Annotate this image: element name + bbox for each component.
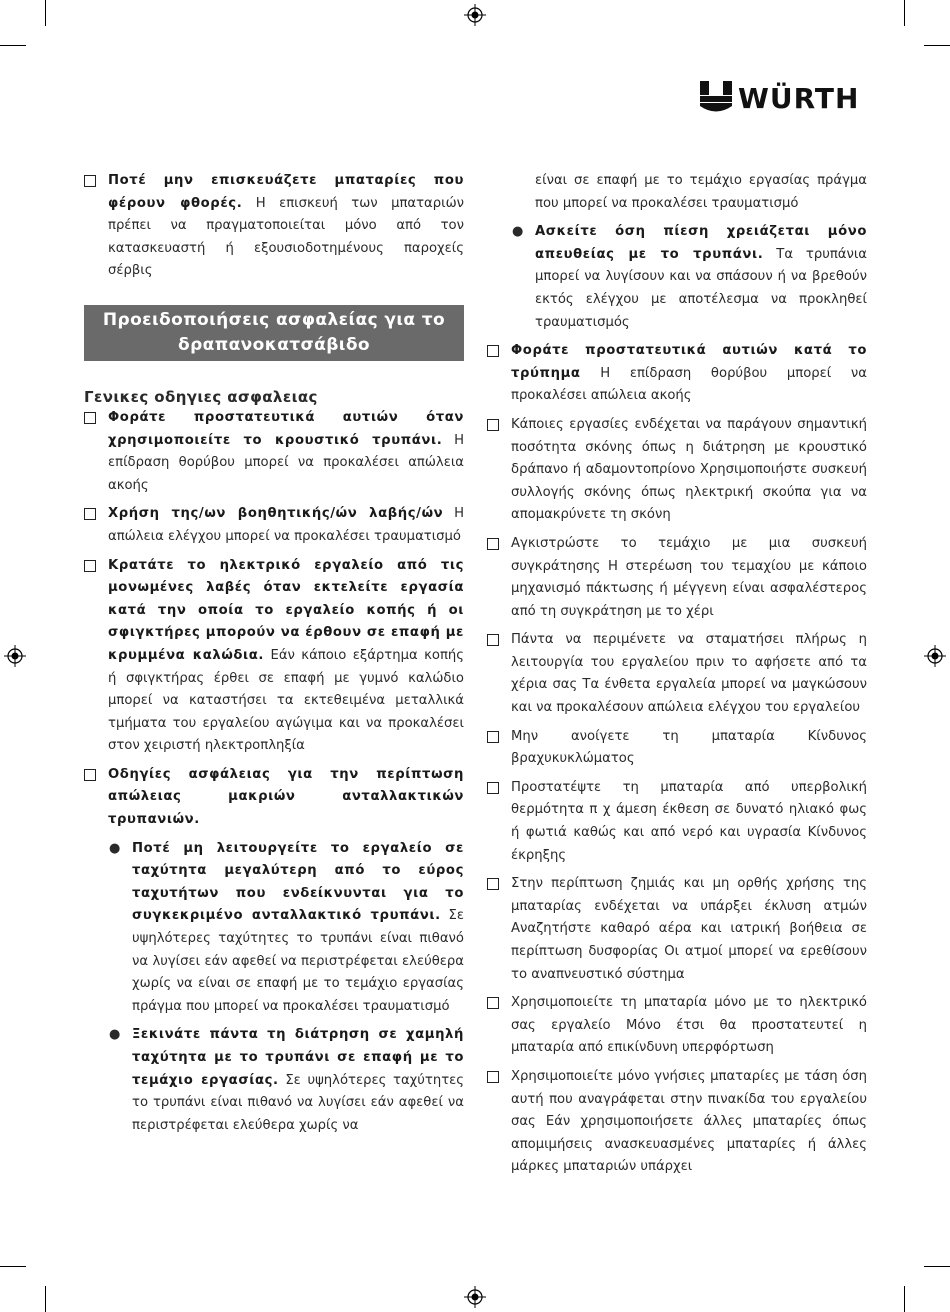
checkbox-icon <box>487 731 499 743</box>
item-bold-text: Ποτέ μην επισκευάζετε μπαταρίες που φέρουν φθορές. <box>108 173 464 211</box>
checkbox-icon <box>84 175 96 187</box>
item-text: Η επισκευή των μπαταριών πρέπει να πραγματοποιείται μόνο από τον κατασκευαστή ή εξουσιοδοτημένους παροχείς σέρβις <box>108 195 464 279</box>
list-item <box>84 503 464 548</box>
item-text: Αγκιστρώστε το τεμάχιο με μια συσκευή συγκράτησης Η στερέωση του τεμαχίου με κάποιο μηχανισμό πάκτωσης ή μέγγενη είναι ασφαλέστερος από τη συγκράτηση με το χέρι <box>511 535 867 619</box>
crop-mark <box>45 1286 46 1312</box>
list-item <box>487 533 867 623</box>
checkbox-icon <box>84 560 96 572</box>
item-bold-text: Φοράτε προστατευτικά αυτιών κατά το τρύπημα <box>511 343 867 381</box>
bullet-icon: ● <box>512 224 524 240</box>
list-item <box>487 1066 867 1179</box>
bullet-item <box>84 838 464 1019</box>
item-text: Κάποιες εργασίες ενδέχεται να παράγουν σημαντική ποσότητα σκόνης όπως η διάτρηση με κρουστικό δράπανο ή αδαμοντοπρίονο Χρησιμοποιήστε συσκευή συλλογής σκόνης όπως ηλεκτρική σκούπα για να απομακρύνετε τη σκόνη <box>511 416 867 523</box>
list-item <box>84 407 464 497</box>
left-column <box>84 170 464 1143</box>
registration-mark-icon <box>464 4 486 26</box>
item-text: Προστατέψτε τη μπαταρία από υπερβολική θερμότητα π χ άμεση έκθεση σε δυνατό ηλιακό φως ή φωτιά καθώς και από νερό και υγρασία Κίνδυνος έκρηξης <box>511 779 867 863</box>
crop-mark <box>904 0 905 26</box>
item-bold-text: Ποτέ μη λειτουργείτε το εργαλείο σε ταχύτητα μεγαλύτερη από το εύρος ταχυτήτων που ενδείκνυνται για το συγκεκριμένο ανταλλακτικό τρυπάνι. <box>132 840 464 924</box>
crop-mark <box>0 45 26 46</box>
crop-mark <box>45 0 46 26</box>
item-text: Πάντα να περιμένετε να σταματήσει πλήρως η λειτουργία του εργαλείου πριν το αφήσετε από τα χέρια σας Τα ένθετα εργαλεία μπορεί να μαγκώσουν και να προκαλέσουν απώλεια ελέγχου του εργαλείου <box>511 632 867 716</box>
bullet-icon: ● <box>109 840 121 856</box>
crop-mark <box>904 1286 905 1312</box>
list-item <box>487 777 867 867</box>
crop-mark <box>0 1266 26 1267</box>
item-text: Μην ανοίγετε τη μπαταρία Κίνδυνος βραχυκυκλώματος <box>511 728 867 767</box>
logo-text: WÜRTH <box>738 81 860 115</box>
list-item <box>487 414 867 527</box>
item-text: Στην περίπτωση ζημιάς και μη ορθής χρήσης της μπαταρίας ενδέχεται να υπάρξει έκλυση ατμών Αναζητήστε καθαρό αέρα και ιατρική βοήθεια σε περίπτωση δυσφορίας Οι ατμοί μπορεί να ερεθίσουν το αναπνευστικό σύστημα <box>511 876 867 982</box>
list-item <box>487 340 867 408</box>
checkbox-icon <box>487 538 499 550</box>
checkbox-icon <box>487 345 499 357</box>
item-text: Σε υψηλότερες ταχύτητες το τρυπάνι είναι πιθανό να λυγίσει εάν αφεθεί να περιστρέφεται ελεύθερα χωρίς να <box>132 1072 465 1133</box>
registration-mark-icon <box>464 1286 486 1308</box>
checkbox-icon <box>487 1071 499 1083</box>
item-bold-text: Ασκείτε όση πίεση χρειάζεται μόνο απευθείας με το τρυπάνι. <box>535 224 867 262</box>
item-text: Χρησιμοποιείτε τη μπαταρία μόνο με το ηλεκτρικό σας εργαλείο Μόνο έτσι θα προστατευτεί η μπαταρία από επικίνδυνη υπερφόρτωση <box>511 995 867 1056</box>
item-bold-text: Χρήση της/ων βοηθητικής/ών λαβής/ών <box>108 506 444 522</box>
bullet-icon: ● <box>109 1027 121 1043</box>
right-column <box>487 170 867 1185</box>
crop-mark <box>924 1266 950 1267</box>
list-item <box>84 555 464 758</box>
subheading: Γενικες οδηγιες ασφαλειας <box>84 387 318 406</box>
registration-mark-icon <box>924 645 946 667</box>
item-text: Χρησιμοποιείτε μόνο γνήσιες μπαταρίες με τάση όση αυτή που αναγράφεται στην πινακίδα του εργαλείου σας Εάν χρησιμοποιήσετε άλλες μπαταρίες όπως απομιμήσεις ανασκευασμένες μπαταρίες ή άλλες μάρκες μπαταριών υπάρχει <box>511 1068 867 1175</box>
checkbox-icon <box>487 419 499 431</box>
item-bold-text: Φοράτε προστατευτικά αυτιών όταν χρησιμοποιείτε το κρουστικό τρυπάνι. <box>108 409 464 448</box>
item-bold-text: Ξεκινάτε πάντα τη διάτρηση σε χαμηλή ταχύτητα με το τρυπάνι σε επαφή με το τεμάχιο εργασίας. <box>132 1027 464 1088</box>
checkbox-icon <box>84 769 96 781</box>
list-item <box>487 726 867 771</box>
wurth-emblem-icon <box>700 81 732 115</box>
list-item <box>84 170 464 283</box>
continuation-text: είναι σε επαφή με το τεμάχιο εργασίας πράγμα που μπορεί να προκαλέσει τραυματισμό <box>535 173 867 211</box>
item-text: Σε υψηλότερες ταχύτητες το τρυπάνι είναι πιθανό να λυγίσει εάν αφεθεί να περιστρέφεται ελεύθερα χωρίς να είναι σε επαφή με το τεμάχιο εργασίας πράγμα που μπορεί να προκαλέσει τραυματισμό <box>132 908 465 1014</box>
list-item <box>487 992 867 1060</box>
item-text: Η απώλεια ελέγχου μπορεί να προκαλέσει τραυματισμό <box>108 506 464 544</box>
checkbox-icon <box>487 997 499 1009</box>
section-heading: Προειδοποιήσεις ασφαλείας για το δραπανοκατσάβιδο <box>84 305 464 361</box>
item-text: Η επίδραση θορύβου μπορεί να προκαλέσει απώλεια ακοής <box>108 432 464 493</box>
bullet-item <box>487 221 867 334</box>
list-item <box>84 764 464 832</box>
bullet-item <box>84 1024 464 1137</box>
checkbox-icon <box>84 412 96 424</box>
item-text: Η επίδραση θορύβου μπορεί να προκαλέσει απώλεια ακοής <box>511 365 867 404</box>
list-item <box>487 629 867 719</box>
item-bold-text: Κρατάτε το ηλεκτρικό εργαλείο από τις μονωμένες λαβές όταν εκτελείτε εργασία κατά την οποία το εργαλείο κοπής ή οι σφιγκτήρες μπορούν να έρθουν σε επαφή με κρυμμένα καλώδια. <box>108 557 464 663</box>
item-bold-text: Οδηγίες ασφάλειας για την περίπτωση απώλειας μακριών ανταλλακτικών τρυπανιών. <box>108 766 464 828</box>
wurth-logo <box>700 80 870 116</box>
list-item <box>487 873 867 986</box>
item-text: Εάν κάποιο εξάρτημα κοπής ή σφιγκτήρας έρθει σε επαφή με γυμνό καλώδιο μπορεί να καταστήσει τα εκτεθειμένα μεταλλικά τμήματα του εργαλείου αγώγιμα και να προκαλέσει στον χειριστή ηλεκτροπληξία <box>108 647 464 754</box>
checkbox-icon <box>84 508 96 520</box>
crop-mark <box>924 45 950 46</box>
checkbox-icon <box>487 878 499 890</box>
registration-mark-icon <box>4 645 26 667</box>
checkbox-icon <box>487 634 499 646</box>
checkbox-icon <box>487 782 499 794</box>
item-text: Τα τρυπάνια μπορεί να λυγίσουν και να σπάσουν ή να βρεθούν εκτός ελέγχου με αποτέλεσμα να προκληθεί τραυματισμός <box>535 246 867 330</box>
